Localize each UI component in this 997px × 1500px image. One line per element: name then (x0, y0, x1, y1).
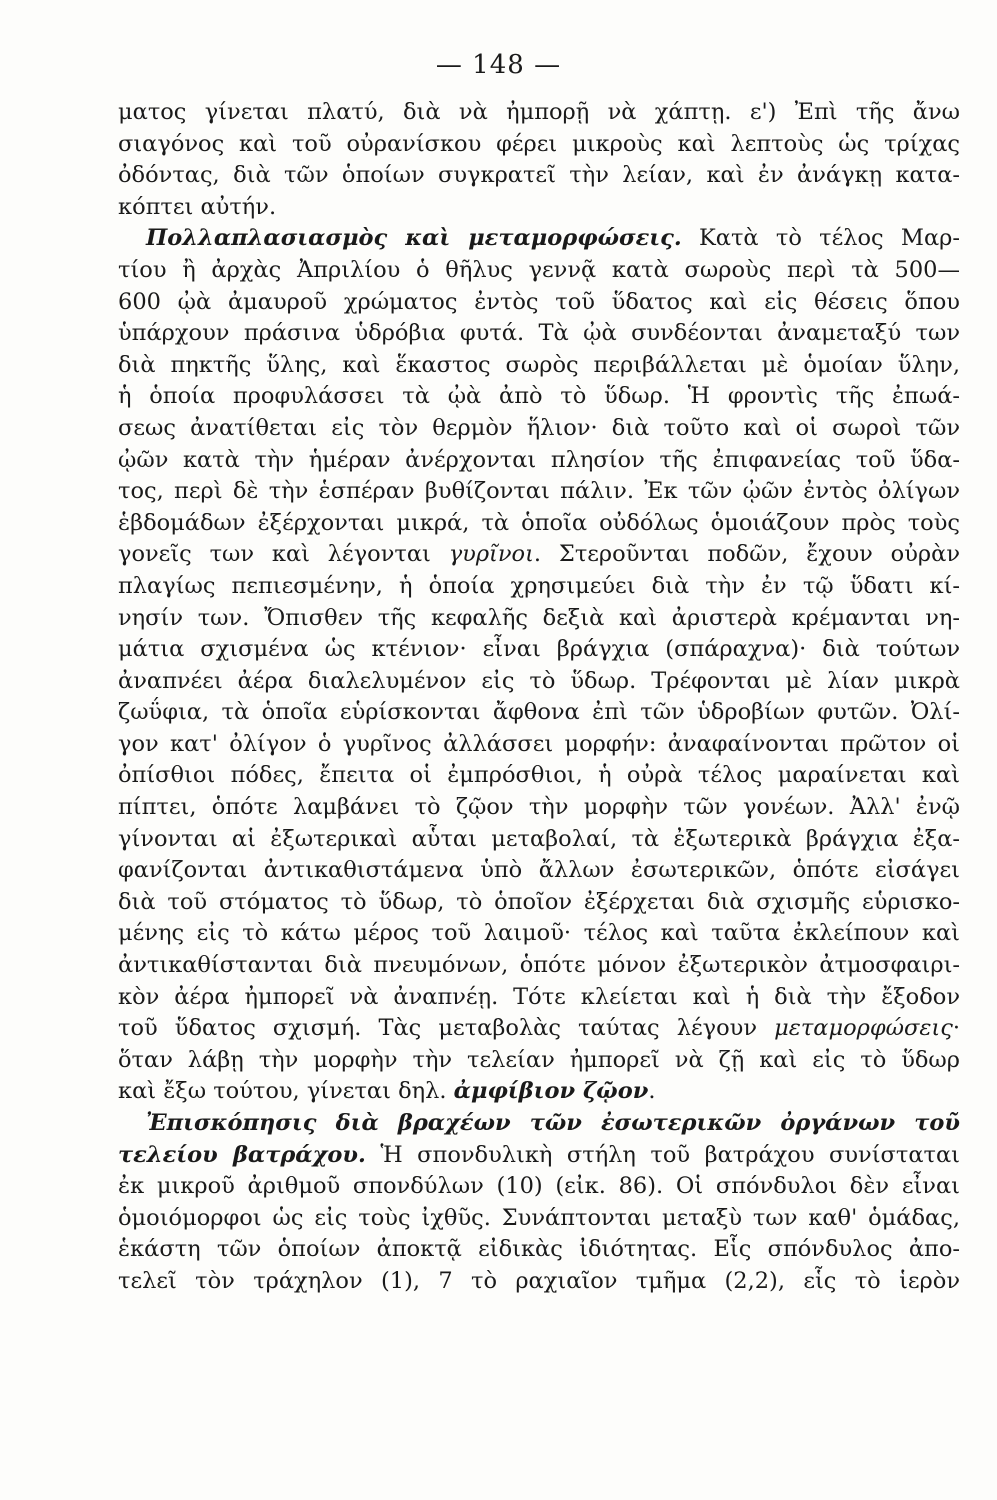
line-text: ἐκ μικροῦ ἀριθμοῦ σπονδύλων (10) (εἰκ. 86). Οἱ σπόνδυλοι δὲν εἶναι (118, 1173, 960, 1200)
text-line (118, 634, 960, 666)
text-line (118, 255, 960, 287)
text-line (118, 539, 960, 571)
line-text: ὀδόντας, διὰ τῶν ὁποίων συγκρατεῖ τὴν λείαν, καὶ ἐν ἀνάγκῃ κατα- (118, 162, 960, 189)
italic-term: γυρῖνοι (448, 541, 534, 568)
line-text: σεως ἀνατίθεται εἰς τὸν θερμὸν ἥλιον· διὰ τοῦτο καὶ οἱ σωροὶ τῶν (118, 414, 960, 441)
line-text: ματος γίνεται πλατύ, διὰ νὰ ἠμπορῇ νὰ χάπτῃ. ε') Ἐπὶ τῆς ἄνω (118, 99, 960, 125)
body-text (118, 97, 960, 1298)
text-line (118, 697, 960, 729)
section-heading: Πολλαπλασιασμὸς καὶ μεταμορφώσεις. (146, 225, 682, 252)
text-line (118, 287, 960, 319)
line-text: διὰ πηκτῆς ὕλης, καὶ ἕκαστος σωρὸς περιβάλλεται μὲ ὁμοίαν ὕλην, (118, 351, 960, 378)
line-text: ἀναπνέει ἀέρα διαλελυμένον εἰς τὸ ὕδωρ. Τρέφονται μὲ λίαν μικρὰ (118, 667, 960, 694)
section-heading: Ἐπισκόπησις διὰ βραχέων τῶν ἐσωτερικῶν ὀργάνων τοῦ (146, 1110, 960, 1136)
text-line (118, 918, 960, 950)
line-text: 600 ᾠὰ ἀμαυροῦ χρώματος ἐντὸς τοῦ ὕδατος καὶ εἰς θέσεις ὅπου (118, 288, 960, 315)
line-text: σιαγόνος καὶ τοῦ οὐρανίσκου φέρει μικροὺς καὶ λεπτοὺς ὡς τρίχας (118, 130, 960, 157)
line-text: Ἡ σπονδυλικὴ στήλη τοῦ βατράχου συνίσταται (365, 1141, 960, 1168)
line-text: ἀντικαθίστανται διὰ πνευμόνων, ὁπότε μόνον ἐξωτερικὸν ἀτμοσφαιρι- (118, 952, 960, 979)
text-line (118, 445, 960, 477)
text-line (118, 192, 960, 224)
line-text: πίπτει, ὁπότε λαμβάνει τὸ ζῷον τὴν μορφὴν τῶν γονέων. Ἀλλ' ἐνῷ (118, 794, 960, 821)
line-text: ζωΰφια, τὰ ὁποῖα εὑρίσκονται ἄφθονα ἐπὶ τῶν ὑδροβίων φυτῶν. Ὀλί- (118, 699, 960, 726)
text-line (118, 1108, 960, 1140)
text-line (118, 160, 960, 192)
line-text: κόπτει αὐτήν. (118, 193, 277, 220)
text-line (118, 571, 960, 603)
text-line (118, 1140, 960, 1172)
italic-term: μεταμορφώσεις (774, 1015, 953, 1042)
line-text: . (648, 1078, 656, 1105)
line-text: τελεῖ τὸν τράχηλον (1), 7 τὸ ραχιαῖον τμῆμα (2,2), εἷς τὸ ἱερὸν (118, 1267, 960, 1294)
text-line (118, 855, 960, 887)
line-text: τος, περὶ δὲ τὴν ἑσπέραν βυθίζονται πάλιν. Ἐκ τῶν ᾠῶν ἐντὸς ὀλίγων (118, 478, 960, 505)
line-text: ὑπάρχουν πράσινα ὑδρόβια φυτά. Τὰ ᾠὰ συνδέονται ἀναμεταξύ των (118, 320, 960, 347)
text-line (118, 350, 960, 382)
text-line (118, 476, 960, 508)
line-text: κὸν ἀέρα ἠμπορεῖ νὰ ἀναπνέῃ. Τότε κλείεται καὶ ἡ διὰ τὴν ἔξοδον (118, 983, 960, 1010)
text-line (118, 1171, 960, 1203)
line-text: γονεῖς των καὶ λέγονται (118, 541, 449, 568)
line-text: . Στεροῦνται ποδῶν, ἔχουν οὐρὰν (533, 541, 960, 568)
text-line (118, 129, 960, 161)
line-text: γον κατ' ὀλίγον ὁ γυρῖνος ἀλλάσσει μορφήν: ἀναφαίνονται πρῶτον οἱ (118, 730, 960, 757)
text-line (118, 1045, 960, 1077)
line-text: καὶ ἔξω τούτου, γίνεται δηλ. (118, 1078, 454, 1105)
bold-term: ἀμφίβιον ζῷον (453, 1078, 649, 1105)
line-text: φανίζονται ἀντικαθιστάμενα ὑπὸ ἄλλων ἐσωτερικῶν, ὁπότε εἰσάγει (118, 857, 960, 884)
text-line (118, 792, 960, 824)
line-text: ὀπίσθιοι πόδες, ἔπειτα οἱ ἐμπρόσθιοι, ἡ οὐρὰ τέλος μαραίνεται καὶ (118, 762, 960, 789)
line-text: ᾠῶν κατὰ τὴν ἡμέραν ἀνέρχονται πλησίον τῆς ἐπιφανείας τοῦ ὕδα- (118, 446, 960, 473)
line-text: τίου ἢ ἀρχὰς Ἀπριλίου ὁ θῆλυς γεννᾷ κατὰ σωροὺς περὶ τὰ 500— (118, 256, 960, 283)
text-line (118, 1234, 960, 1266)
text-line (118, 413, 960, 445)
line-text: ἡ ὁποία προφυλάσσει τὰ ᾠὰ ἀπὸ τὸ ὕδωρ. Ἡ φροντὶς τῆς ἐπωά- (118, 383, 960, 410)
line-text: πλαγίως πεπιεσμένην, ἡ ὁποία χρησιμεύει διὰ τὴν ἐν τῷ ὕδατι κί- (118, 572, 960, 599)
text-line (118, 824, 960, 856)
text-line (118, 508, 960, 540)
section-heading: τελείου βατράχου. (118, 1141, 366, 1168)
text-line (118, 381, 960, 413)
text-line (118, 1266, 960, 1298)
line-text: διὰ τοῦ στόματος τὸ ὕδωρ, τὸ ὁποῖον ἐξέρχεται διὰ σχισμῆς εὑρισκο- (118, 888, 960, 915)
text-line (118, 97, 960, 129)
text-line (118, 603, 960, 635)
text-line (118, 1076, 960, 1108)
line-text: ἑκάστη τῶν ὁποίων ἀποκτᾷ εἰδικὰς ἰδιότητας. Εἷς σπόνδυλος ἀπο- (118, 1236, 960, 1263)
line-text: · (952, 1015, 960, 1042)
line-text: ὅταν λάβῃ τὴν μορφὴν τὴν τελείαν ἠμπορεῖ νὰ ζῇ καὶ εἰς τὸ ὕδωρ (118, 1046, 960, 1073)
text-line (118, 318, 960, 350)
page-number: — 148 — (435, 50, 562, 80)
line-text: μένης εἰς τὸ κάτω μέρος τοῦ λαιμοῦ· τέλος καὶ ταῦτα ἐκλείπουν καὶ (118, 920, 960, 947)
line-text: τοῦ ὕδατος σχισμή. Τὰς μεταβολὰς ταύτας λέγουν (118, 1015, 775, 1042)
text-line (118, 729, 960, 761)
line-text: μάτια σχισμένα ὡς κτένιον· εἶναι βράγχια (σπάραχνα)· διὰ τούτων (118, 636, 960, 663)
line-text: νησίν των. Ὄπισθεν τῆς κεφαλῆς δεξιὰ καὶ ἀριστερὰ κρέμανται νη- (118, 604, 960, 631)
text-line (118, 887, 960, 919)
line-text: ἑβδομάδων ἐξέρχονται μικρά, τὰ ὁποῖα οὐδόλως ὁμοιάζουν πρὸς τοὺς (118, 509, 960, 536)
text-line (118, 982, 960, 1014)
text-line (118, 760, 960, 792)
line-text: Κατὰ τὸ τέλος Μαρ- (681, 225, 960, 252)
text-line (118, 1013, 960, 1045)
text-line (118, 223, 960, 255)
line-text: ὁμοιόμορφοι ὡς εἰς τοὺς ἰχθῦς. Συνάπτονται μεταξὺ των καθ' ὁμάδας, (118, 1204, 960, 1231)
text-line (118, 950, 960, 982)
line-text: γίνονται αἱ ἐξωτερικαὶ αὗται μεταβολαί, τὰ ἐξωτερικὰ βράγχια ἐξα- (118, 825, 960, 852)
text-line (118, 666, 960, 698)
text-line (118, 1203, 960, 1235)
